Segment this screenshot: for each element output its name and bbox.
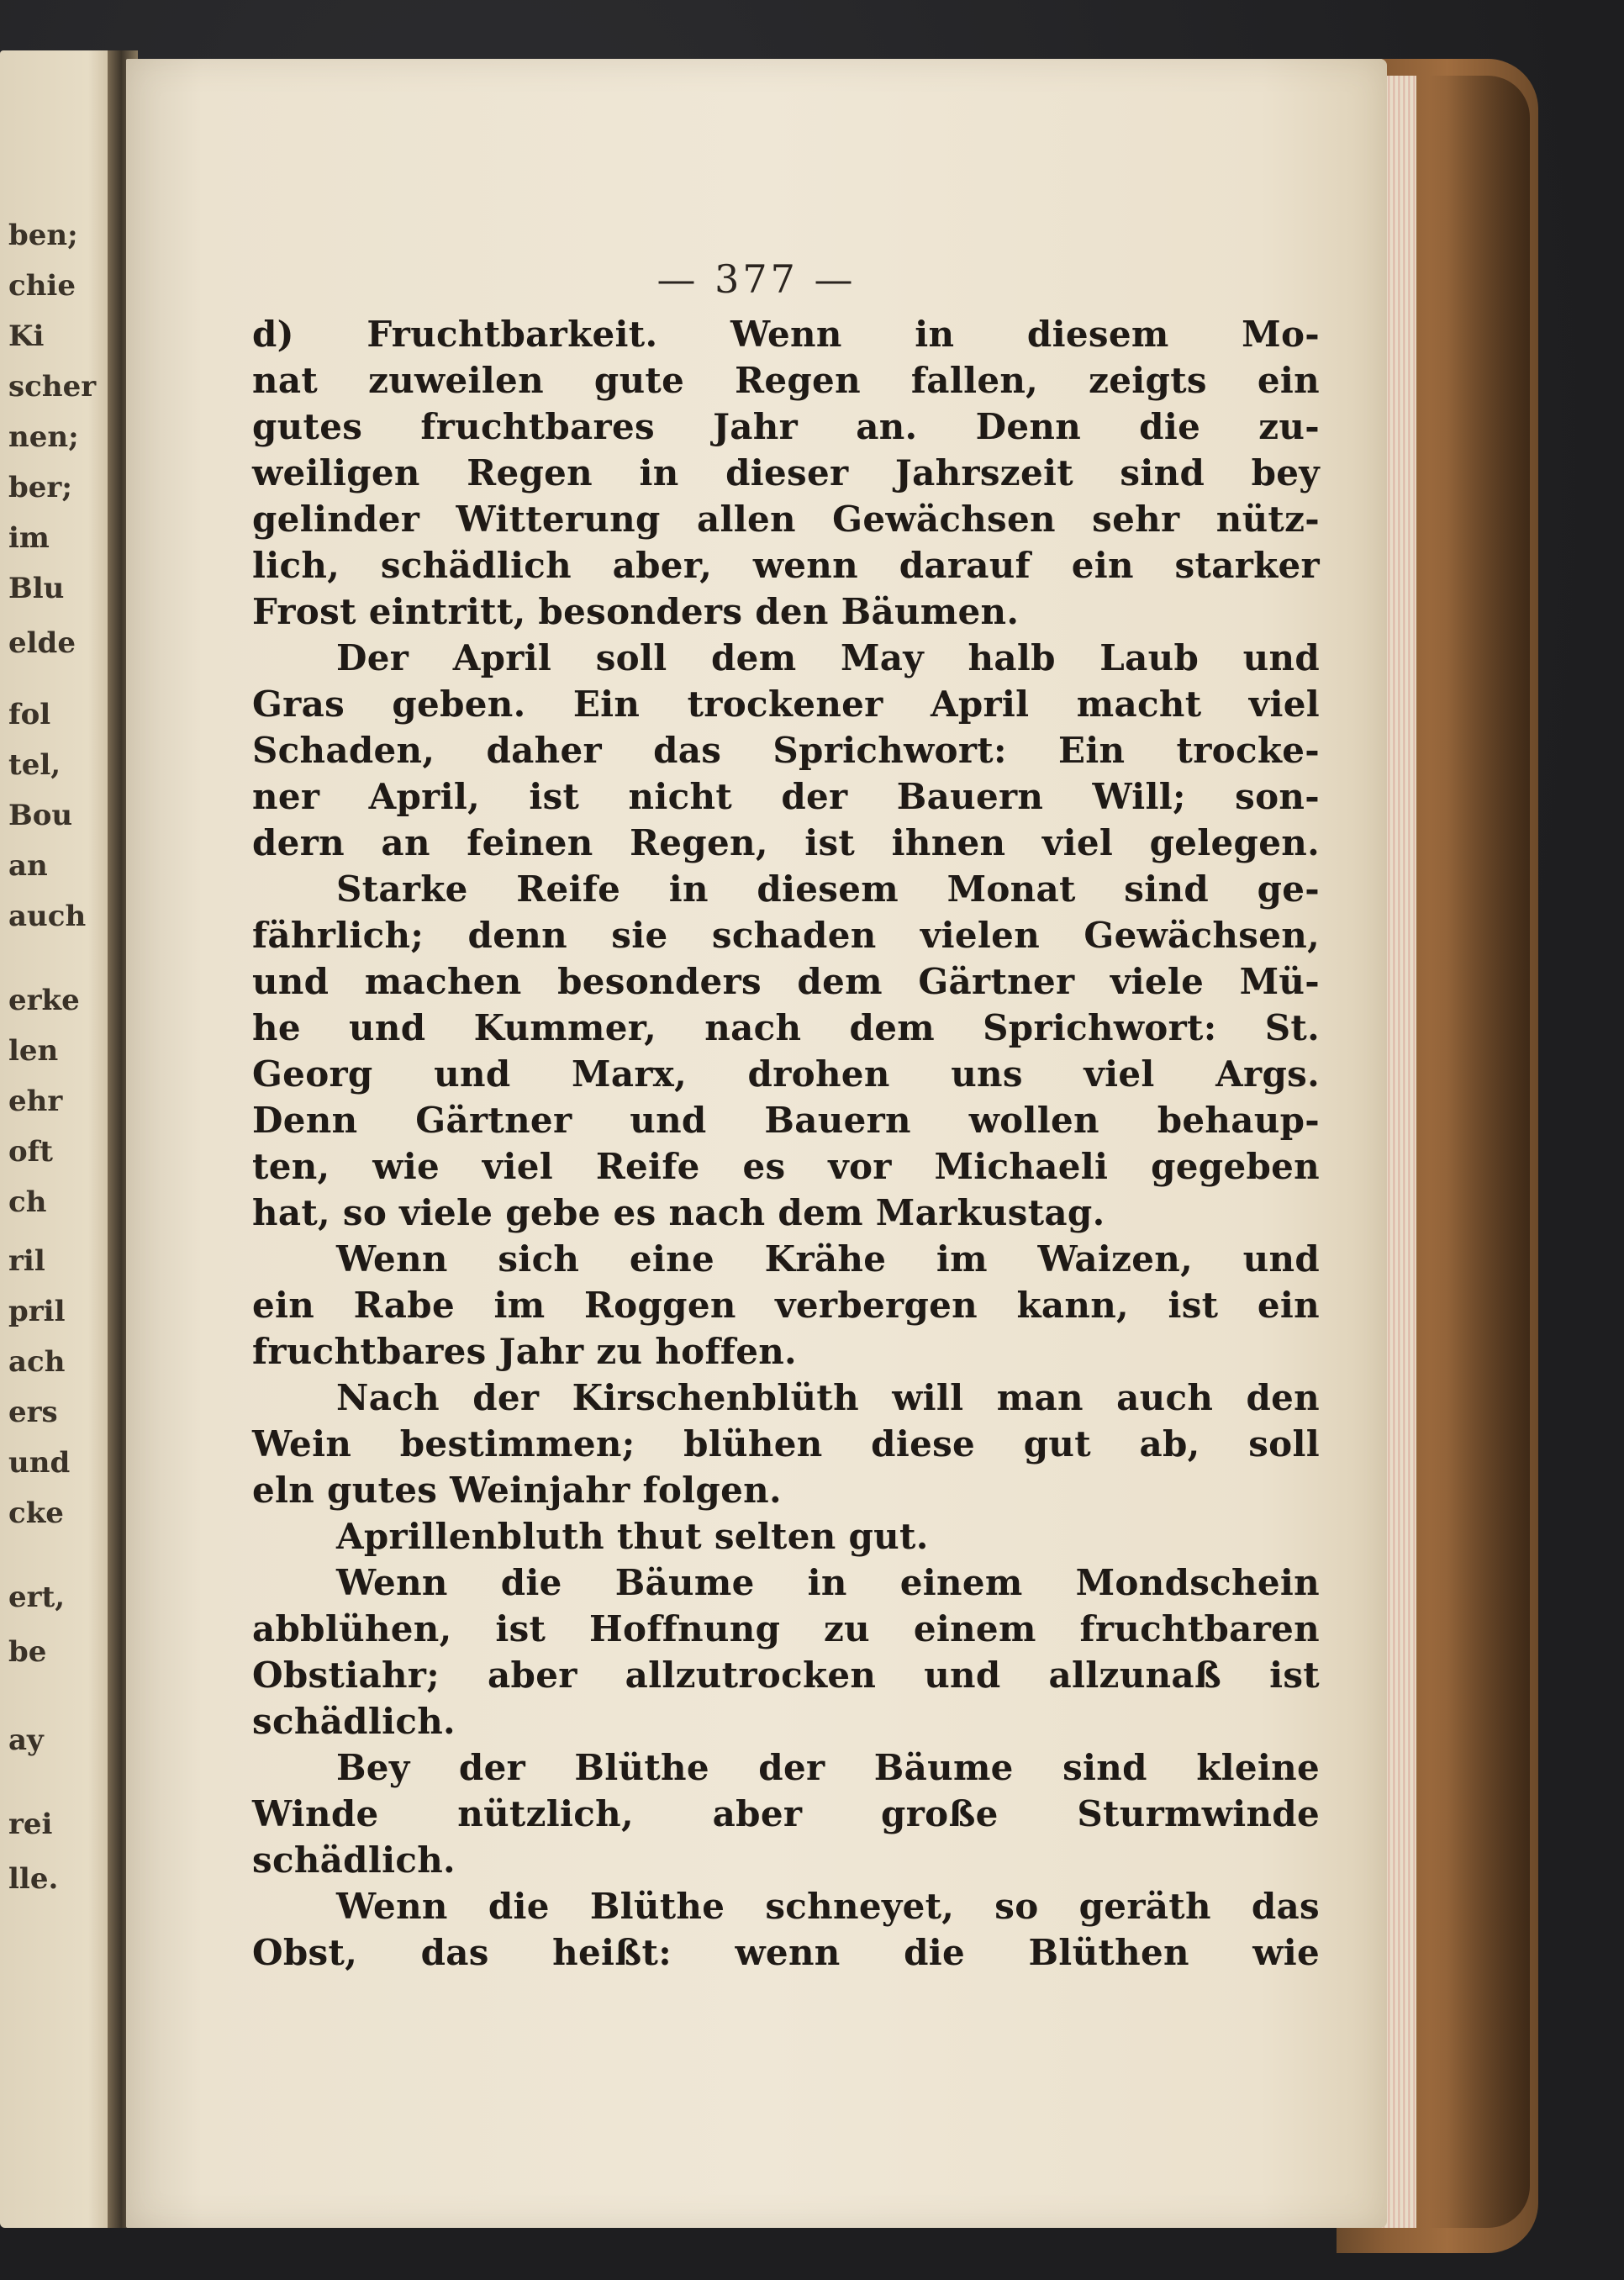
text-line: Georg und Marx, drohen uns viel Args. xyxy=(252,1053,1320,1095)
text-line: Starke Reife in diesem Monat sind ge- xyxy=(336,868,1320,910)
text-line: Frost eintritt, besonders den Bäumen. xyxy=(252,591,1020,632)
page-number: — 377 — xyxy=(656,256,857,302)
text-line: Schaden, daher das Sprichwort: Ein trocke- xyxy=(252,730,1320,771)
text-line: gelinder Witterung allen Gewächsen sehr nütz- xyxy=(252,499,1320,540)
left-page-fragment: ben; xyxy=(8,219,78,252)
text-line: Winde nützlich, aber große Sturmwinde xyxy=(252,1793,1320,1834)
text-line: Aprillenbluth thut selten gut. xyxy=(336,1516,929,1557)
left-page-fragment: ber; xyxy=(8,471,72,504)
page-text xyxy=(252,311,1320,1976)
left-page-fragment: lle. xyxy=(8,1862,59,1896)
left-page-fragment: im xyxy=(8,521,50,555)
text-line: ner April, ist nicht der Bauern Will; son- xyxy=(252,776,1320,817)
left-page-fragment: fol xyxy=(8,698,51,731)
text-line: schädlich. xyxy=(252,1701,456,1742)
text-line: Wenn die Blüthe schneyet, so geräth das xyxy=(336,1886,1320,1927)
text-line: eln gutes Weinjahr folgen. xyxy=(252,1470,782,1511)
left-page-fragment: rei xyxy=(8,1808,53,1841)
text-line: ein Rabe im Roggen verbergen kann, ist ein xyxy=(252,1285,1320,1326)
left-page-fragment: ert, xyxy=(8,1581,66,1614)
left-page-fragment: ach xyxy=(8,1345,66,1379)
text-line: Wenn die Bäume in einem Mondschein xyxy=(336,1562,1320,1603)
text-line: he und Kummer, nach dem Sprichwort: St. xyxy=(252,1007,1320,1048)
text-line: Nach der Kirschenblüth will man auch den xyxy=(336,1377,1320,1418)
text-line: schädlich. xyxy=(252,1839,456,1881)
text-line: Gras geben. Ein trockener April macht viel xyxy=(252,683,1320,725)
text-line: Der April soll dem May halb Laub und xyxy=(336,637,1320,678)
text-line: lich, schädlich aber, wenn darauf ein starker xyxy=(252,545,1320,586)
text-line: Wenn sich eine Krähe im Waizen, und xyxy=(336,1238,1320,1280)
cover-shadow xyxy=(1429,76,1530,2228)
text-line: weiligen Regen in dieser Jahrszeit sind bey xyxy=(252,452,1320,493)
left-page-fragment: elde xyxy=(8,626,76,660)
text-line: fruchtbares Jahr zu hoffen. xyxy=(252,1331,797,1372)
left-page-fragment: ehr xyxy=(8,1085,63,1118)
left-page-fragment: Bou xyxy=(8,799,73,832)
left-page-fragment: be xyxy=(8,1635,47,1669)
left-page-fragment: chie xyxy=(8,269,76,303)
text-line: Bey der Blüthe der Bäume sind kleine xyxy=(336,1747,1320,1788)
text-line: abblühen, ist Hoffnung zu einem fruchtbaren xyxy=(252,1608,1320,1649)
text-line: Wein bestimmen; blühen diese gut ab, soll xyxy=(252,1423,1320,1465)
left-page-fragment: auch xyxy=(8,900,87,933)
left-page-fragment: scher xyxy=(8,370,97,404)
text-line: und machen besonders dem Gärtner viele Mü- xyxy=(252,961,1320,1002)
left-page-fragment: Blu xyxy=(8,572,65,605)
left-page-fragment: len xyxy=(8,1034,59,1068)
text-line: Denn Gärtner und Bauern wollen behaup- xyxy=(252,1100,1320,1141)
left-page-fragment: und xyxy=(8,1446,71,1480)
text-line: ten, wie viel Reife es vor Michaeli gegeben xyxy=(252,1146,1320,1187)
text-line: Obstiahr; aber allzutrocken und allzunaß ist xyxy=(252,1655,1320,1696)
text-line: nat zuweilen gute Regen fallen, zeigts ein xyxy=(252,360,1320,401)
left-page-fragment: ch xyxy=(8,1185,47,1219)
left-page-fragment: Ki xyxy=(8,319,45,353)
left-page-fragment: ay xyxy=(8,1723,44,1757)
text-line: Obst, das heißt: wenn die Blüthen wie xyxy=(252,1932,1320,1973)
left-page-fragment: nen; xyxy=(8,420,79,454)
left-page-fragment: ril xyxy=(8,1244,45,1278)
book-page xyxy=(126,59,1387,2228)
left-page-fragment: cke xyxy=(8,1496,64,1530)
left-page-fragment: erke xyxy=(8,984,80,1017)
text-line: fährlich; denn sie schaden vielen Gewächsen, xyxy=(252,915,1320,956)
left-page-fragment: an xyxy=(8,849,48,883)
text-line: hat, so viele gebe es nach dem Markustag. xyxy=(252,1192,1105,1233)
left-page-fragment: oft xyxy=(8,1135,54,1169)
left-page-fragment: ers xyxy=(8,1396,58,1429)
text-line: d) Fruchtbarkeit. Wenn in diesem Mo- xyxy=(252,314,1320,355)
left-page-fragment: tel, xyxy=(8,748,61,782)
text-line: dern an feinen Regen, ist ihnen viel gelegen. xyxy=(252,822,1320,863)
left-page-fragment: pril xyxy=(8,1295,66,1328)
text-line: gutes fruchtbares Jahr an. Denn die zu- xyxy=(252,406,1320,447)
